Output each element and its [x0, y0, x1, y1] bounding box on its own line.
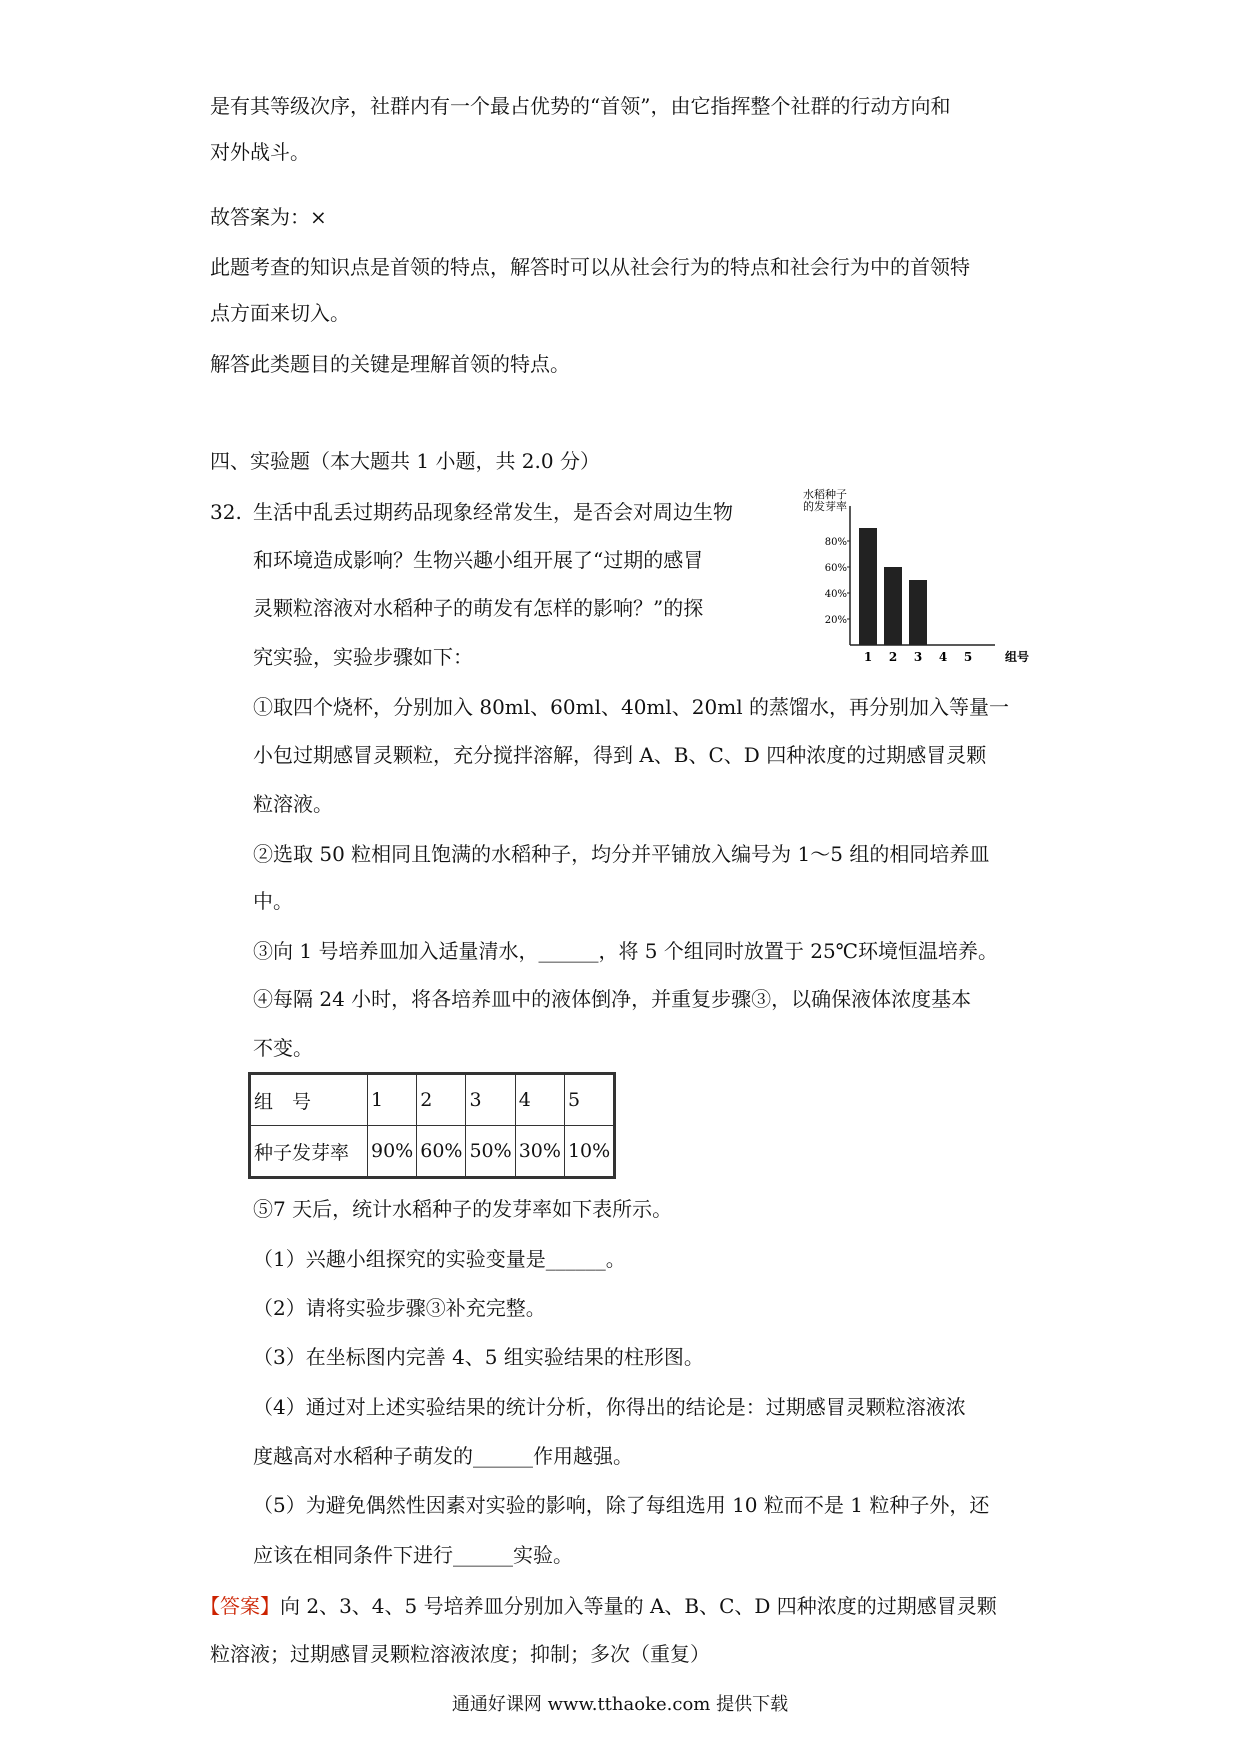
chart-y-tick-label: 40% — [824, 589, 847, 600]
analysis-line: 此题考查的知识点是首领的特点，解答时可以从社会行为的特点和社会行为中的首领特 — [210, 255, 970, 279]
table-cell: 90% — [368, 1126, 417, 1178]
germination-bar-chart — [800, 488, 1050, 668]
question-intro-line: 生活中乱丢过期药品现象经常发生，是否会对周边生物 — [253, 500, 733, 524]
chart-bar — [909, 580, 927, 645]
table-header-cell: 种子发芽率 — [250, 1126, 368, 1178]
chart-ylabel: 水稻种子 — [803, 488, 847, 501]
sub-question-4: 度越高对水稻种子萌发的______作用越强。 — [253, 1444, 633, 1468]
table-row — [250, 1126, 615, 1178]
table-cell: 3 — [466, 1074, 515, 1126]
chart-x-tick-label: 4 — [938, 650, 948, 664]
sub-question-3: （3）在坐标图内完善 4、5 组实验结果的柱形图。 — [253, 1345, 704, 1369]
answer-text: 向 2、3、4、5 号培养皿分别加入等量的 A、B、C、D 四种浓度的过期感冒灵颗 — [280, 1594, 997, 1618]
chart-x-tick-label: 5 — [963, 650, 973, 664]
chart-bar — [884, 567, 902, 645]
question-number: 32. — [210, 500, 242, 524]
table-cell: 30% — [515, 1126, 564, 1178]
sub-question-5: 应该在相同条件下进行______实验。 — [253, 1543, 573, 1567]
step-2-line: ②选取 50 粒相同且饱满的水稻种子，均分并平铺放入编号为 1～5 组的相同培养皿 — [253, 842, 990, 866]
step-1-line: 粒溶液。 — [253, 792, 333, 816]
answer-line: 故答案为：× — [210, 205, 327, 229]
chart-ylabel: 的发芽率 — [803, 500, 847, 513]
step-2-line: 中。 — [253, 889, 293, 913]
table-cell: 5 — [564, 1074, 614, 1126]
analysis-line: 点方面来切入。 — [210, 301, 350, 325]
chart-x-tick-label: 3 — [913, 650, 923, 664]
step-1-line: 小包过期感冒灵颗粒，充分搅拌溶解，得到 A、B、C、D 四种浓度的过期感冒灵颗 — [253, 743, 987, 767]
chart-y-tick-label: 20% — [824, 615, 847, 626]
table-cell: 2 — [417, 1074, 466, 1126]
section-title: 四、实验题（本大题共 1 小题，共 2.0 分） — [210, 449, 600, 473]
sub-question-1: （1）兴趣小组探究的实验变量是______。 — [253, 1247, 626, 1271]
chart-xlabel: 组号 — [1005, 650, 1030, 664]
chart-y-tick-label: 80% — [824, 537, 847, 548]
question-intro-line: 和环境造成影响？生物兴趣小组开展了“过期的感冒 — [253, 548, 704, 572]
table-cell: 60% — [417, 1126, 466, 1178]
answer-block — [200, 1592, 997, 1620]
germination-table — [248, 1072, 616, 1179]
answer-text-line: 粒溶液；过期感冒灵颗粒溶液浓度；抑制；多次（重复） — [210, 1642, 710, 1666]
table-cell: 50% — [466, 1126, 515, 1178]
sub-question-5: （5）为避免偶然性因素对实验的影响，除了每组选用 10 粒而不是 1 粒种子外，还 — [253, 1493, 990, 1517]
answer-tag: 【答案】 — [200, 1594, 280, 1618]
para-line: 是有其等级次序，社群内有一个最占优势的“首领”，由它指挥整个社群的行动方向和 — [210, 94, 951, 118]
sub-question-4: （4）通过对上述实验结果的统计分析，你得出的结论是：过期感冒灵颗粒溶液浓 — [253, 1395, 966, 1419]
table-cell: 1 — [368, 1074, 417, 1126]
table-row — [250, 1074, 615, 1126]
chart-x-tick-label: 1 — [863, 650, 873, 664]
para-line: 对外战斗。 — [210, 140, 310, 164]
key-line: 解答此类题目的关键是理解首领的特点。 — [210, 352, 570, 376]
chart-y-tick-label: 60% — [824, 563, 847, 574]
step-4-line: 不变。 — [253, 1036, 313, 1060]
table-cell: 10% — [564, 1126, 614, 1178]
sub-question-2: （2）请将实验步骤③补充完整。 — [253, 1296, 546, 1320]
chart-bar — [859, 528, 877, 645]
step-5-line: ⑤7 天后，统计水稻种子的发芽率如下表所示。 — [253, 1197, 673, 1221]
step-3-line: ③向 1 号培养皿加入适量清水，______，将 5 个组同时放置于 25℃环境恒温培养。 — [253, 939, 999, 963]
question-intro-line: 究实验，实验步骤如下： — [253, 645, 473, 669]
table-header-cell: 组 号 — [250, 1074, 368, 1126]
step-4-line: ④每隔 24 小时，将各培养皿中的液体倒净，并重复步骤③，以确保液体浓度基本 — [253, 987, 972, 1011]
chart-x-tick-label: 2 — [888, 650, 898, 664]
step-1-line: ①取四个烧杯，分别加入 80ml、60ml、40ml、20ml 的蒸馏水，再分别加入等量一 — [253, 695, 1009, 719]
question-intro-line: 灵颗粒溶液对水稻种子的萌发有怎样的影响？”的探 — [253, 596, 704, 620]
table-cell: 4 — [515, 1074, 564, 1126]
page-footer: 通通好课网 www.tthaoke.com 提供下载 — [451, 1694, 789, 1715]
